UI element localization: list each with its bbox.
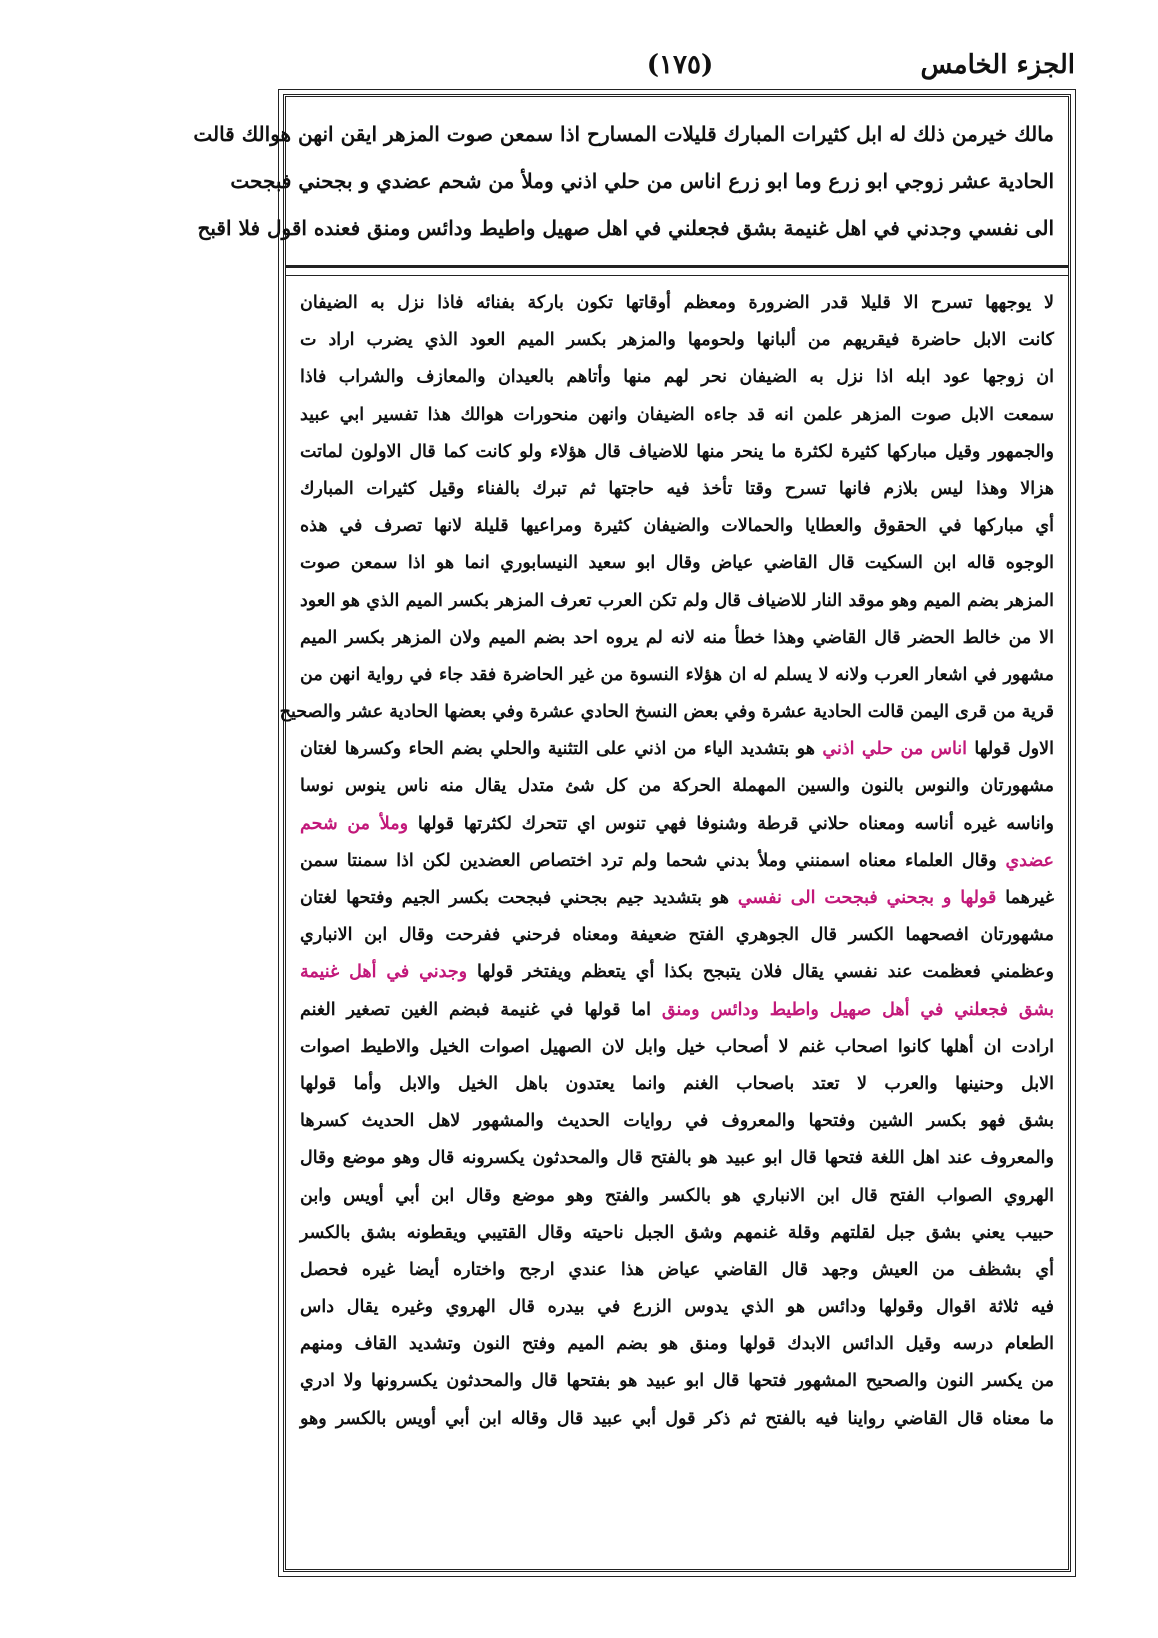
commentary-text: وعظمني فعظمت عند نفسي يقال فلان يتبجح بكذا أي يتعظم ويفتخر قولها <box>467 962 1055 983</box>
commentary-text: ان زوجها عود ابله اذا نزل به الضيفان نحر لهم منها وأتاهم بالعيدان والمعازف والشراب فاذا <box>300 367 1054 388</box>
commentary-text: كانت الابل حاضرة فيقريهم من ألبانها ولحومها والمزهر بكسر الميم العود الذي يضرب اراد ت <box>300 330 1054 351</box>
running-title: الجزء الخامس <box>920 50 1075 80</box>
commentary-line <box>300 657 1054 694</box>
commentary-text: مشهور في اشعار العرب ولانه لا يسلم له ان هؤلاء النسوة من غير الحاضرة فقد جاء في رواية انهن من <box>300 664 1054 685</box>
page-frame <box>193 94 1071 1572</box>
quoted-phrase: وملأ من شحم <box>300 813 409 834</box>
commentary-line <box>300 285 1054 322</box>
quoted-phrase: بشق فجعلني في أهل صهيل واطيط ودائس ومنق <box>661 999 1054 1020</box>
commentary-text: فيه ثلاثة اقوال وقولها ودائس هو الذي يدوس الزرع في بيدره قال الهروي وغيره يقال داس <box>300 1297 1054 1318</box>
commentary-text: واناسه غيره أناسه ومعناه حلاني قرطة وشنوفا فهي تنوس اي تتحرك لكثرتها قولها <box>408 813 1054 834</box>
commentary-line <box>300 806 1054 843</box>
commentary-line <box>300 1066 1054 1103</box>
commentary-text: بشق فهو بكسر الشين وفتحها والمعروف في روايات الحديث والمشهور لاهل الحديث كسرها <box>300 1111 1054 1132</box>
commentary-text: الهروي الصواب الفتح قال ابن الانباري هو بالكسر والفتح وهو موضع وقال ابن أبي أويس وابن <box>300 1185 1054 1206</box>
commentary-line <box>300 1215 1054 1252</box>
commentary-text: قرية من قرى اليمن قالت الحادية عشرة وفي بعض النسخ الحادي عشرة وفي بعضها الحادية عشر والصحيح <box>279 702 1054 723</box>
commentary-text: مشهورتان افصحهما الكسر قال الجوهري الفتح ضعيفة ومعناه فرحني ففرحت وقال ابن الانباري <box>300 925 1054 946</box>
commentary-line <box>300 843 1054 880</box>
matn-box <box>193 111 1054 258</box>
commentary-line <box>300 545 1054 582</box>
page-header <box>285 50 1075 90</box>
commentary-text: المزهر بضم الميم وهو موقد النار للاضياف قال ولم تكن العرب تعرف المزهر بكسر الميم الذي هو العود <box>300 590 1054 611</box>
quoted-phrase: عضدي <box>1005 850 1054 871</box>
commentary-line <box>300 1401 1054 1438</box>
commentary-text: لا يوجهها تسرح الا قليلا قدر الضرورة ومعظم أوقاتها تكون باركة بفنائه فاذا نزل به الضيفان <box>300 293 1054 313</box>
quoted-phrase: اناس من حلي اذني <box>822 739 968 760</box>
quoted-phrase: قولها و بجحني فبجحت الى نفسي <box>737 888 997 908</box>
commentary-line <box>300 768 1054 805</box>
commentary-text: أي مباركها في الحقوق والعطايا والحمالات والضيفان كثيرة ومراعيها قليلة لانها تصرف في هذه <box>300 516 1054 537</box>
commentary-line <box>300 359 1054 396</box>
commentary-text: حبيب يعني بشق جبل لقلتهم وقلة غنمهم وشق الجبل ناحيته وقال القتيبي ويقطونه بشق بالكسر <box>300 1222 1054 1243</box>
commentary-box <box>279 285 1055 1555</box>
commentary-line <box>300 917 1054 954</box>
commentary-line <box>300 434 1054 471</box>
commentary-text: ما معناه قال القاضي رواينا فيه بالفتح ثم ذكر قول أبي عبيد قال وقاله ابن أبي أويس بالكسر وهو <box>300 1408 1054 1429</box>
commentary-text: الا من خالط الحضر قال القاضي وهذا خطأ منه لانه لم يروه احد بضم الميم ولان المزهر بكسر الميم <box>300 627 1054 648</box>
commentary-line <box>300 992 1054 1029</box>
commentary-line <box>300 1326 1054 1363</box>
matn-line: مالك خيرمن ذلك له ابل كثيرات المبارك قليلات المسارح اذا سمعن صوت المزهر ايقن انهن هوالك قالت <box>193 122 1054 146</box>
commentary-text: والجمهور وقيل مباركها كثيرة لكثرة ما ينحر منها للاضياف قال هؤلاء ولو كانت كما قال الاولون لماتت <box>300 441 1054 462</box>
commentary-text: الاول قولها <box>967 739 1054 760</box>
commentary-text: مشهورتان والنوس بالنون والسين المهملة الحركة من كل شئ متدل يقال منه ناس ينوس نوسا <box>300 776 1054 797</box>
matn-line: الحادية عشر زوجي ابو زرع وما ابو زرع اناس من حلي اذني وملأ من شحم عضدي و بجحني فبجحت <box>230 169 1054 193</box>
commentary-line <box>300 1178 1054 1215</box>
commentary-line <box>300 1029 1054 1066</box>
commentary-text: ارادت ان أهلها كانوا اصحاب غنم لا أصحاب خيل وابل لان الصهيل اصوات الخيل والاطيط اصوات <box>300 1036 1054 1057</box>
commentary-text: هو بتشديد جيم بجحني فبجحت بكسر الجيم وفتحها لغتان <box>300 888 738 908</box>
commentary-text: والمعروف عند اهل اللغة فتحها قال ابو عبيد هو بالفتح قال والمحدثون يكسرونه قال وهو موضع وقال <box>300 1148 1054 1169</box>
commentary-text: هزالا وهذا ليس بلازم فانها تسرح وقتا تأخذ فيه حاجتها ثم تبرك بالفناء وقيل كثيرات المبارك <box>300 478 1054 499</box>
commentary-text: هو بتشديد الياء من اذني على التثنية والحلي بضم الحاء وكسرها لغتان <box>300 739 823 760</box>
commentary-text: أي بشظف من العيش وجهد قال القاضي عياض هذا عندي ارجح واختاره أيضا غيره فحصل <box>300 1259 1054 1280</box>
commentary-line <box>300 508 1054 545</box>
matn-line: الى نفسي وجدني في اهل غنيمة بشق فجعلني في اهل صهيل واطيط ودائس ومنق فعنده اقول فلا اقبح <box>197 216 1054 240</box>
commentary-line <box>300 1140 1054 1177</box>
commentary-text: الوجوه قاله ابن السكيت قال القاضي عياض وقال ابو سعيد النيسابوري انما هو اذا سمعن صوت <box>300 553 1054 574</box>
commentary-line <box>300 471 1054 508</box>
page-number: (١٧٥) <box>646 50 714 80</box>
commentary-text: الطعام درسه وقيل الدائس الابدك قولها ومنق هو بضم الميم وفتح النون وتشديد القاف ومنهم <box>300 1334 1054 1355</box>
commentary-line <box>300 322 1054 359</box>
commentary-text: وقال العلماء معناه اسمنني وملأ بدني شحما ولم ترد اختصاص العضدين لكن اذا سمنتا سمن <box>300 850 1006 871</box>
commentary-line <box>300 880 1054 917</box>
commentary-line <box>279 694 1054 731</box>
commentary-line <box>300 397 1054 434</box>
quoted-phrase: وجدني في أهل غنيمة <box>300 962 468 983</box>
commentary-line <box>300 583 1054 620</box>
commentary-line <box>300 1363 1054 1400</box>
commentary-line <box>300 1289 1054 1326</box>
commentary-line <box>300 620 1054 657</box>
commentary-line <box>300 1103 1054 1140</box>
commentary-text: الابل وحنينها والعرب لا تعتد باصحاب الغنم وانما يعتدون باهل الخيل والابل وأما قولها <box>300 1073 1054 1094</box>
commentary-text: اما قولها في غنيمة فبضم الغين تصغير الغنم <box>300 999 662 1020</box>
commentary-text: من يكسر النون والصحيح المشهور فتحها قال ابو عبيد هو بفتحها قال والمحدثون يكسرونها ولا ادري <box>300 1371 1054 1392</box>
commentary-line <box>300 1252 1054 1289</box>
commentary-line <box>300 954 1054 991</box>
commentary-text: غيرهما <box>996 888 1055 908</box>
section-divider <box>286 265 1068 276</box>
commentary-text: سمعت الابل صوت المزهر علمن انه قد جاءه الضيفان وانهن منحورات هوالك هذا تفسير ابي عبيد <box>300 404 1054 425</box>
commentary-line <box>300 731 1054 768</box>
